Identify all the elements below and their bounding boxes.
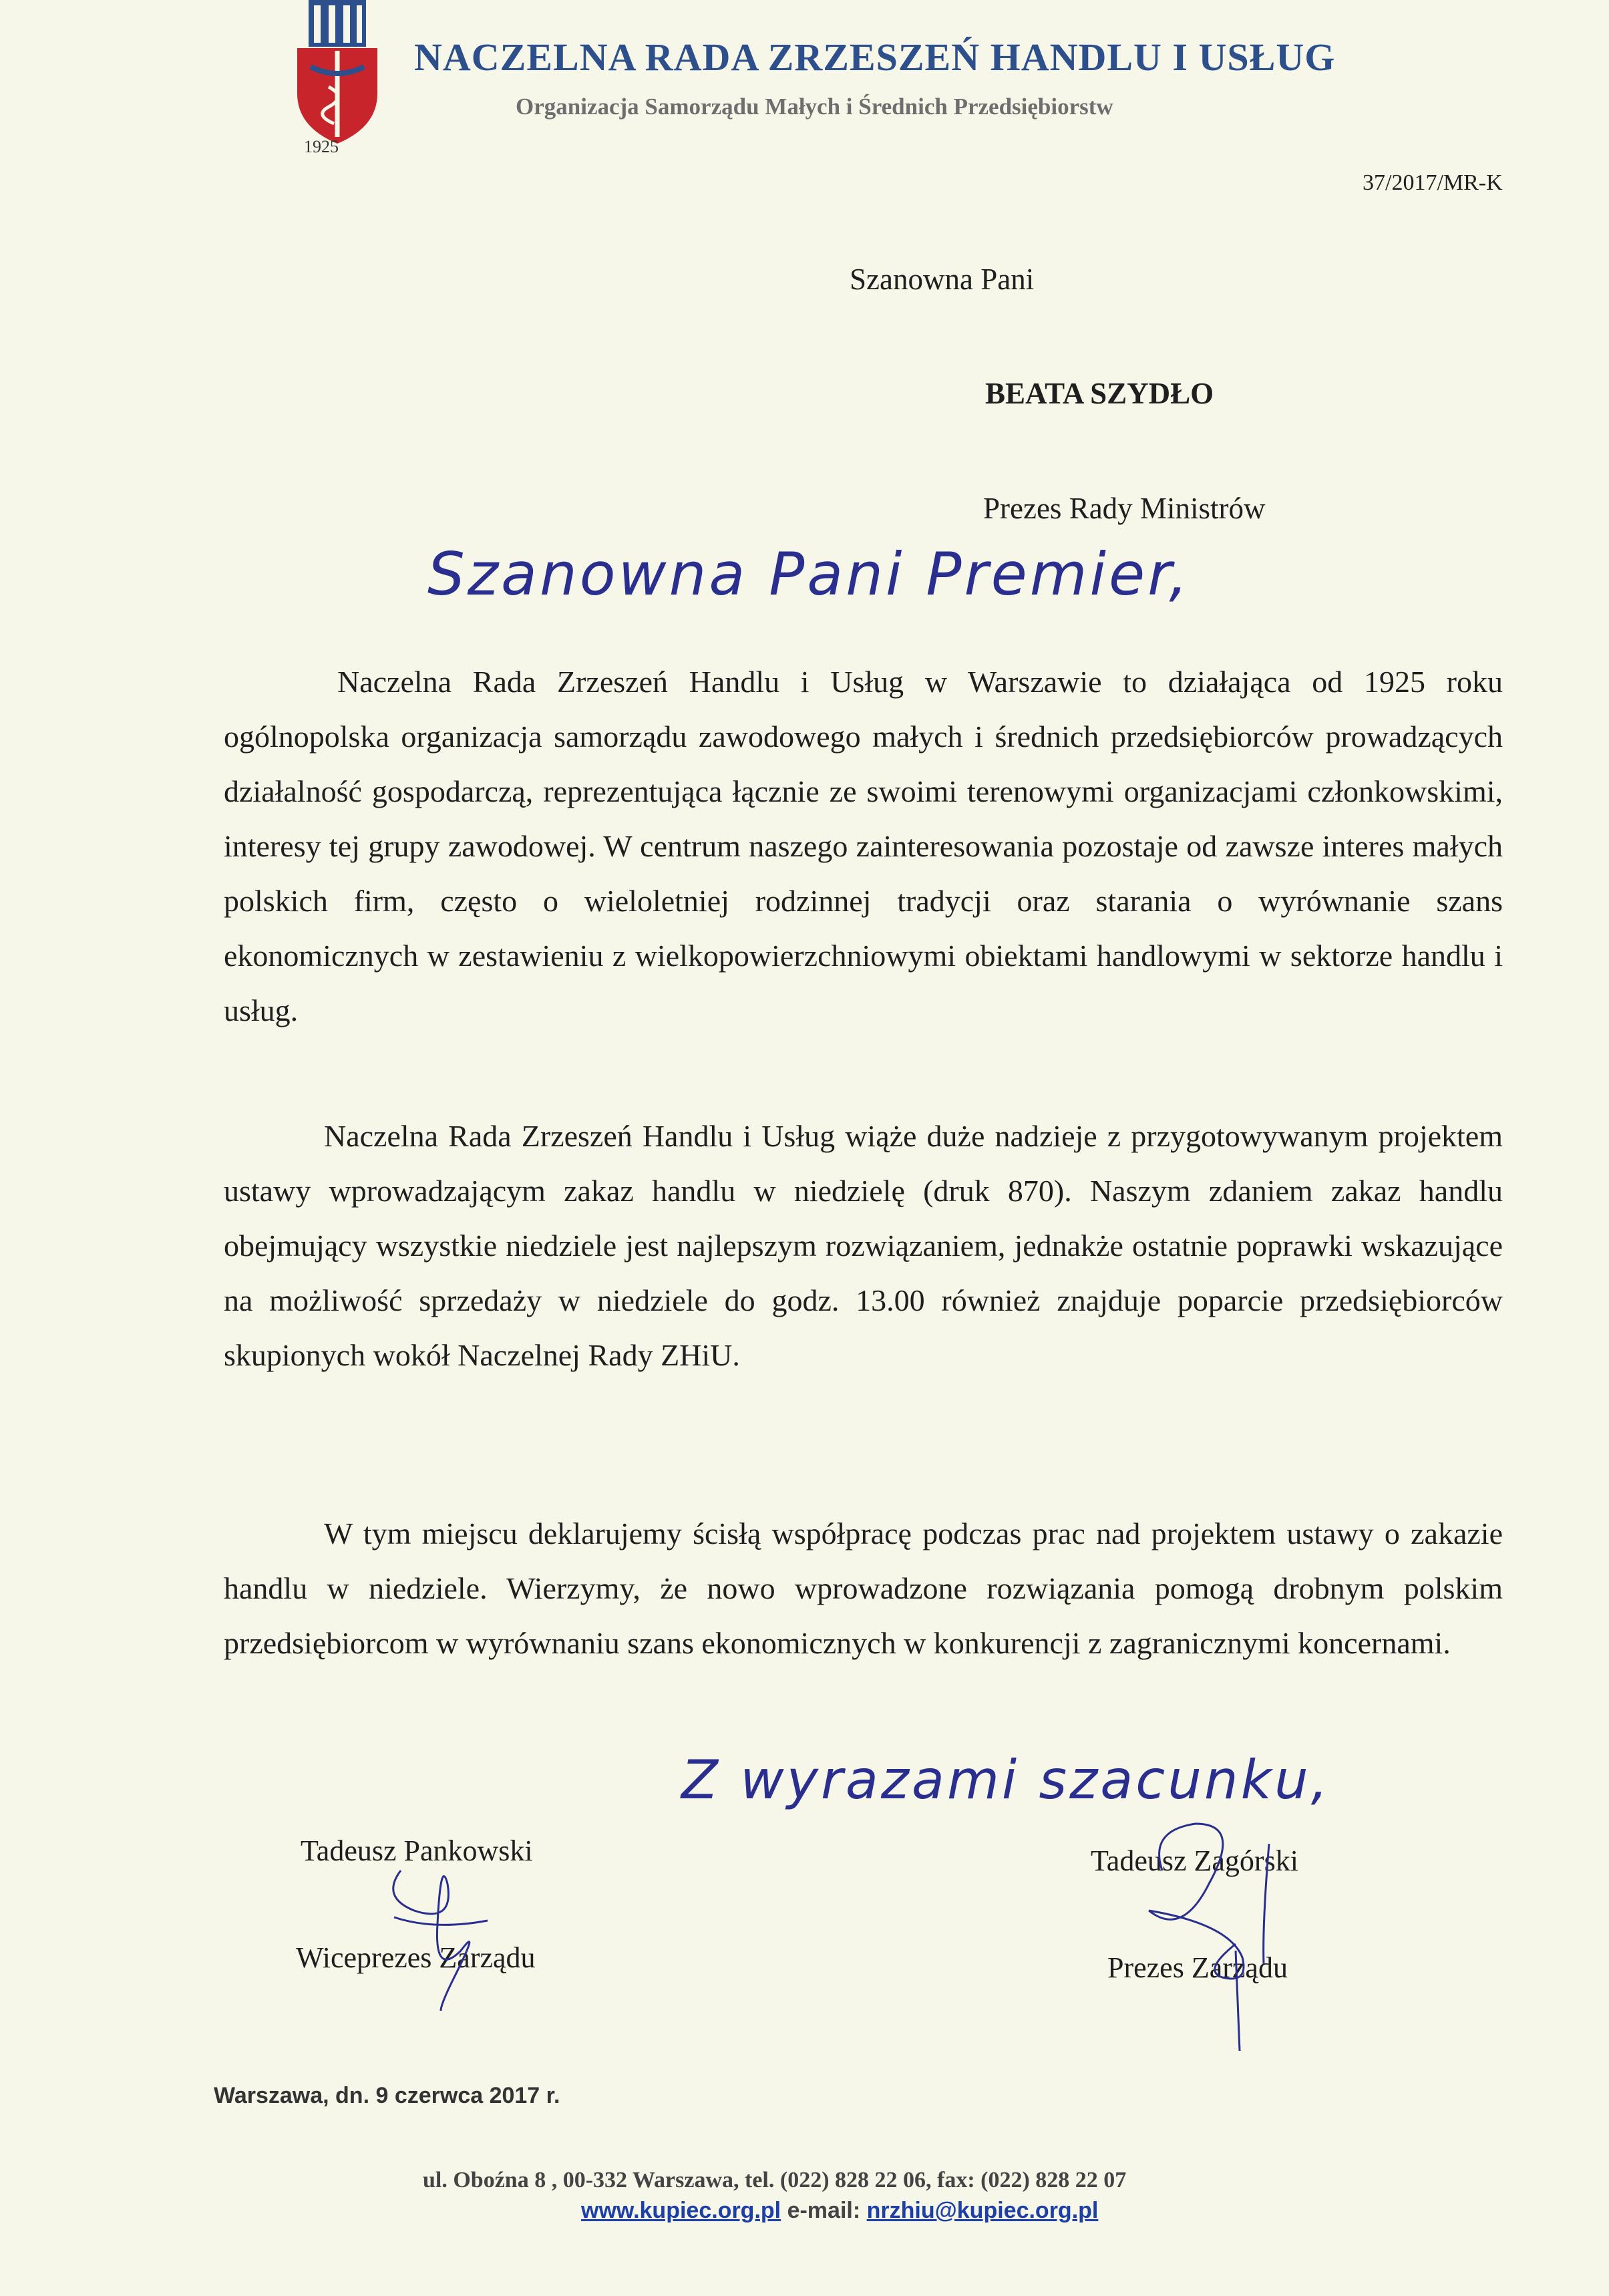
- signature-left-scribble: [374, 1844, 508, 2017]
- body-paragraph-1: Naczelna Rada Zrzeszeń Handlu i Usług w Warszawie to działająca od 1925 roku ogólnopolska organizacja samorządu zawodowego małych i średnich przedsiębiorców prowadzących działalność gospodarczą, reprezentująca łącznie ze swoimi terenowymi organizacjami członkowskimi, interesy tej grupy zawodowej. W centrum naszego zainteresowania pozostaje od zawsze interes małych polskich firm, często o wieloletniej rodzinnej tradycji oraz starania o wyrównanie szans ekonomicznych w zestawieniu z wielkopowierzchniowymi obiektami handlowymi w sektorze handlu i usług.: [224, 665, 1503, 1027]
- letter-date: Warszawa, dn. 9 czerwca 2017 r.: [214, 2083, 560, 2108]
- signature-right-scribble: [1109, 1804, 1322, 2058]
- footer-address: ul. Oboźna 8 , 00-332 Warszawa, tel. (022) 828 22 06, fax: (022) 828 22 07: [423, 2168, 1127, 2192]
- website-link[interactable]: www.kupiec.org.pl: [581, 2198, 781, 2223]
- organization-name: NACZELNA RADA ZRZESZEŃ HANDLU I USŁUG: [414, 35, 1336, 79]
- handwritten-closing: Z wyrazami szacunku,: [681, 1749, 1331, 1811]
- signatory-left-role: Wiceprezes Zarządu: [296, 1941, 536, 1974]
- logo-year: 1925: [304, 137, 339, 156]
- email-link[interactable]: nrzhiu@kupiec.org.pl: [866, 2198, 1099, 2223]
- reference-number: 37/2017/MR-K: [1363, 170, 1503, 195]
- organization-subtitle: Organizacja Samorządu Małych i Średnich Przedsiębiorstw: [516, 94, 1113, 120]
- body-paragraph-2: Naczelna Rada Zrzeszeń Handlu i Usług wiąże duże nadzieje z przygotowywanym projektem ustawy wprowadzającym zakaz handlu w niedzielę (druk 870). Naszym zdaniem zakaz handlu obejmujący wszystkie niedziele jest najlepszym rozwiązaniem, jednakże ostatnie poprawki wskazujące na możliwość sprzedaży w niedziele do godz. 13.00 również znajduje poparcie przedsiębiorców skupionych wokół Naczelnej Rady ZHiU.: [224, 1119, 1503, 1372]
- email-label: e-mail:: [787, 2198, 861, 2223]
- addressee-salutation: Szanowna Pani: [850, 263, 1035, 296]
- signatory-left-name: Tadeusz Pankowski: [301, 1834, 533, 1867]
- footer-contact: [581, 2198, 1098, 2224]
- recipient-name: BEATA SZYDŁO: [985, 377, 1214, 410]
- signatory-right-name: Tadeusz Zagórski: [1091, 1844, 1298, 1877]
- recipient-title: Prezes Rady Ministrów: [983, 492, 1266, 525]
- signatory-right-role: Prezes Zarządu: [1107, 1951, 1288, 1984]
- handwritten-greeting: Szanowna Pani Premier,: [427, 540, 1191, 609]
- body-paragraph-3: W tym miejscu deklarujemy ścisłą współpracę podczas prac nad projektem ustawy o zakazie handlu w niedziele. Wierzymy, że nowo wprowadzone rozwiązania pomogą drobnym polskim przedsiębiorcom w wyrównaniu szans ekonomicznych w konkurencji z zagranicznymi koncernami.: [224, 1516, 1503, 1660]
